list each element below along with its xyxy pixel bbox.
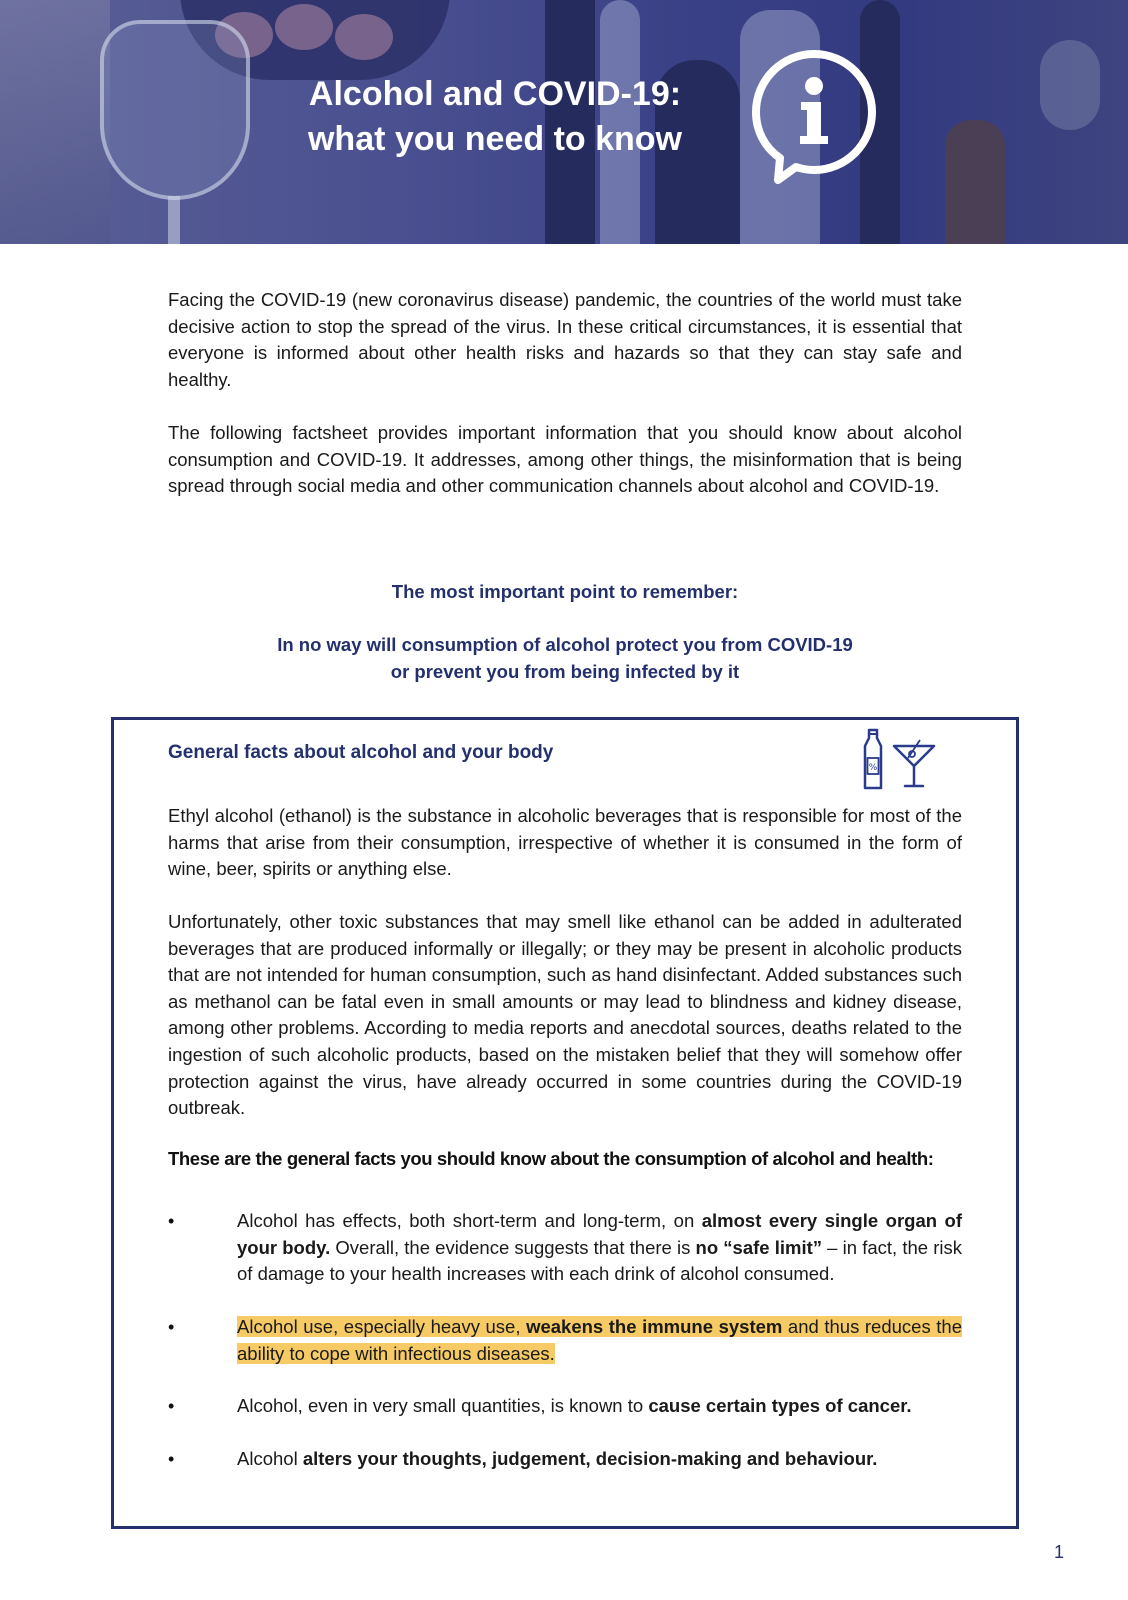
bullet-text: Alcohol has effects, both short-term and long-term, on (237, 1210, 702, 1231)
banner-fruit-image (275, 4, 333, 50)
highlighted-text (237, 1316, 962, 1364)
key-point-line-2: or prevent you from being infected by it (390, 661, 740, 682)
bullet-text: and thus reduces the ability to cope with infectious diseases. (237, 1316, 962, 1364)
bullet-marker: • (168, 1449, 175, 1469)
facts-paragraph-1: Ethyl alcohol (ethanol) is the substance in alcoholic beverages that is responsible for most of the harms that arise from their consumption, irrespective of whether it is consumed in the form of wine, beer, spirits or anything else. (168, 805, 962, 880)
key-point-line-1: In no way will consumption of alcohol protect you from COVID-19 (277, 634, 853, 655)
bullet-item-cancer (237, 1393, 962, 1420)
page-title (270, 72, 720, 162)
bullet-bold-text: no “safe limit” (695, 1236, 823, 1258)
key-point-heading: The most important point to remember: (391, 581, 739, 602)
facts-heading: General facts about alcohol and your body (168, 742, 554, 763)
intro-paragraph-1: Facing the COVID-19 (new coronavirus disease) pandemic, the countries of the world must take decisive action to stop the spread of the virus. In these critical circumstances, it is essential that everyone is informed about other health risks and hazards so that they can stay safe and healthy. (168, 289, 962, 390)
title-line-1: Alcohol and COVID-19: (308, 75, 682, 113)
alcohol-drinks-icon (862, 728, 938, 790)
banner-object-image (1040, 40, 1100, 130)
facts-paragraph-2: Unfortunately, other toxic substances that may smell like ethanol can be added in adulterated beverages that are produced informally or illegally; or they may be present in alcoholic products that are not intended for human consumption, such as hand disinfectant. Added substances such as methanol can be fatal even in small amounts or may lead to blindness and kidney disease, among other problems. According to media reports and anecdotal sources, deaths related to the ingestion of such alcoholic products, based on the mistaken belief that they will somehow offer protection against the virus, have already occurred in some countries during the COVID-19 outbreak. (168, 911, 962, 1119)
banner-glass-stem-image (168, 196, 180, 244)
bullet-marker: • (168, 1317, 175, 1337)
bullet-text: – in fact, the risk of damage to your health increases with each drink of alcohol consumed. (237, 1236, 962, 1285)
bullet-text: Alcohol, even in very small quantities, is known to (237, 1395, 649, 1416)
info-icon (748, 48, 880, 184)
bullet-marker: • (168, 1396, 175, 1416)
bullet-text: Alcohol (237, 1448, 303, 1469)
bullet-bold-text: cause certain types of cancer. (648, 1395, 912, 1416)
banner-background-shade (0, 0, 110, 244)
bullet-item-organ-effects (237, 1208, 962, 1288)
banner-fruit-image (335, 14, 393, 60)
bullet-item-behaviour (237, 1446, 962, 1473)
title-line-2: what you need to know (307, 120, 683, 158)
bullet-bold-text: alters your thoughts, judgement, decision-making and behaviour. (302, 1448, 878, 1469)
banner-bottle-neck-image (962, 125, 986, 155)
bullet-bold-text: almost every single organ of your body. (237, 1210, 962, 1258)
bullet-text: Alcohol use, especially heavy use, (237, 1316, 527, 1337)
bullet-item-immune-system (237, 1314, 962, 1367)
bullet-text: Overall, the evidence suggests that there is (330, 1236, 696, 1258)
bullet-bold-text: weakens the immune system (526, 1316, 783, 1337)
facts-list-intro: These are the general facts you should know about the consumption of alcohol and health: (168, 1148, 934, 1169)
bullet-marker: • (168, 1211, 175, 1231)
intro-paragraph-2: The following factsheet provides important information that you should know about alcohol consumption and COVID-19. It addresses, among other things, the misinformation that is being spread through social media and other communication channels about alcohol and COVID-19. (168, 422, 962, 497)
page-number: 1 (1054, 1542, 1065, 1562)
svg-text:%: % (868, 763, 878, 773)
banner-wine-glass-image (100, 20, 250, 200)
